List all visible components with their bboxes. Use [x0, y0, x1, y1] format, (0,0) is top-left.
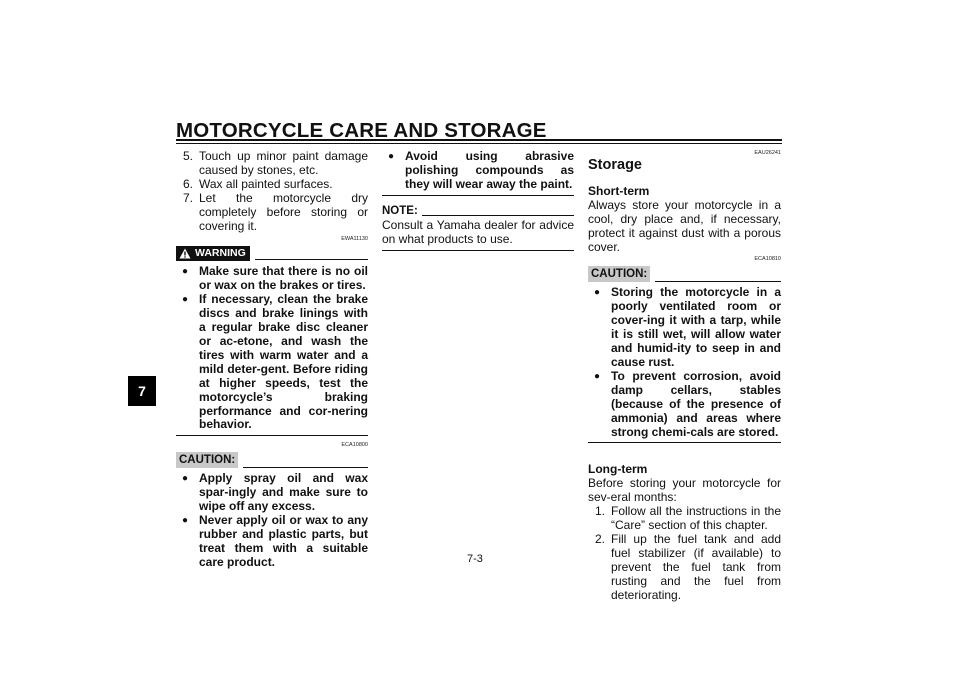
- caution-badge: CAUTION:: [588, 266, 650, 282]
- step-text: Touch up minor paint damage caused by stones, etc.: [199, 149, 368, 177]
- bullet-icon: ●: [594, 370, 601, 382]
- caution-item-text: Avoid using abrasive polishing compounds as they will wear away the paint.: [405, 149, 574, 191]
- caution-end-rule: [382, 195, 574, 196]
- caution-end-rule: [588, 442, 781, 443]
- column-1: [176, 150, 368, 570]
- bullet-icon: ●: [182, 294, 189, 306]
- caution-header: [176, 452, 368, 468]
- caution-list: [588, 286, 781, 439]
- column-2: [382, 150, 574, 251]
- step-text: Fill up the fuel tank and add fuel stabilizer (if available) to prevent the fuel tank from rusting and the fuel from deteriorating.: [611, 531, 781, 602]
- caution-list: [176, 472, 368, 569]
- title-rule-thin: [176, 143, 782, 144]
- list-item: [176, 265, 368, 293]
- caution-item-text: Never apply oil or wax to any rubber and plastic parts, but treat them with a suitable care product.: [199, 513, 368, 569]
- step-number: 1.: [594, 504, 605, 519]
- short-term-heading: Short-term: [588, 183, 650, 198]
- caution-header-rule: [655, 281, 781, 282]
- caution-header: [588, 266, 781, 282]
- bullet-icon: ●: [182, 473, 189, 485]
- chapter-tab: 7: [128, 376, 156, 406]
- bullet-icon: ●: [594, 287, 601, 299]
- warning-item-text: If necessary, clean the brake discs and brake linings with a regular brake disc cleaner or ac-etone, and wash the tires with warm water and a mild deter-gent. Before riding at higher speeds, test the motorcycle’s braking performance and cor-nering behavior.: [199, 292, 368, 432]
- list-item: [382, 150, 574, 192]
- warning-triangle-icon: [179, 248, 191, 259]
- step-number: 5.: [182, 149, 193, 163]
- caution-header-rule: [243, 467, 368, 468]
- long-term-steps: [588, 505, 781, 602]
- note-text: Consult a Yamaha dealer for advice on what products to use.: [382, 217, 574, 246]
- list-item: [588, 505, 781, 533]
- warning-badge: [176, 246, 250, 261]
- caution-code: ECA10800: [341, 442, 368, 449]
- long-term-heading: Long-term: [588, 462, 648, 477]
- title-rule: [176, 139, 782, 141]
- caution-item-text: Apply spray oil and wax spar-ingly and make sure to wipe off any excess.: [199, 471, 368, 514]
- washing-steps: [176, 150, 368, 233]
- caution-item-text: To prevent corrosion, avoid damp cellars, stables (because of the presence of ammonia) and areas where strong chemi-cals are stored.: [611, 368, 781, 439]
- list-item: [176, 192, 368, 234]
- list-item: [176, 514, 368, 570]
- list-item: [588, 370, 781, 440]
- long-term-text: Before storing your motorcycle for sev-eral months:: [588, 476, 781, 505]
- caution-list-continued: [382, 150, 574, 192]
- warning-header: [176, 246, 368, 261]
- short-term-text: Always store your motorcycle in a cool, dry place and, if necessary, protect it against dust with a porous cover.: [588, 197, 781, 254]
- caution-code: ECA10810: [754, 256, 781, 263]
- step-text: Let the motorcycle dry completely before storing or covering it.: [199, 190, 368, 233]
- page-number: 7-3: [467, 553, 483, 565]
- warning-end-rule: [176, 435, 368, 436]
- caution-badge: CAUTION:: [176, 452, 238, 468]
- warning-item-text: Make sure that there is no oil or wax on the brakes or tires.: [199, 264, 368, 293]
- list-item: [176, 293, 368, 432]
- warning-label: WARNING: [195, 246, 246, 259]
- step-number: 2.: [594, 531, 605, 546]
- note-end-rule: [382, 250, 574, 251]
- step-text: Follow all the instructions in the “Care” section of this chapter.: [611, 504, 781, 533]
- list-item: [176, 178, 368, 192]
- note-header: [382, 205, 574, 219]
- section-code: EAU26241: [754, 150, 781, 156]
- step-number: 7.: [182, 190, 193, 205]
- warning-header-rule: [255, 259, 368, 260]
- list-item: [588, 533, 781, 603]
- note-header-rule: [422, 215, 574, 216]
- warning-list: [176, 265, 368, 432]
- caution-item-text: Storing the motorcycle in a poorly ventilated room or cover-ing it with a tarp, while it is still wet, will allow water and humid-ity to seep in and cause rust.: [611, 285, 781, 369]
- list-item: [176, 150, 368, 178]
- step-text: Wax all painted surfaces.: [199, 176, 333, 191]
- step-number: 6.: [182, 176, 193, 191]
- bullet-icon: ●: [182, 515, 189, 527]
- note-label: NOTE:: [382, 204, 418, 217]
- column-3: [588, 150, 781, 602]
- bullet-icon: ●: [182, 266, 189, 278]
- bullet-icon: ●: [388, 151, 395, 162]
- list-item: [176, 472, 368, 514]
- warning-code: EWA11130: [341, 236, 368, 243]
- page-title: MOTORCYCLE CARE AND STORAGE: [176, 119, 547, 142]
- section-heading: Storage: [588, 157, 642, 173]
- list-item: [588, 286, 781, 369]
